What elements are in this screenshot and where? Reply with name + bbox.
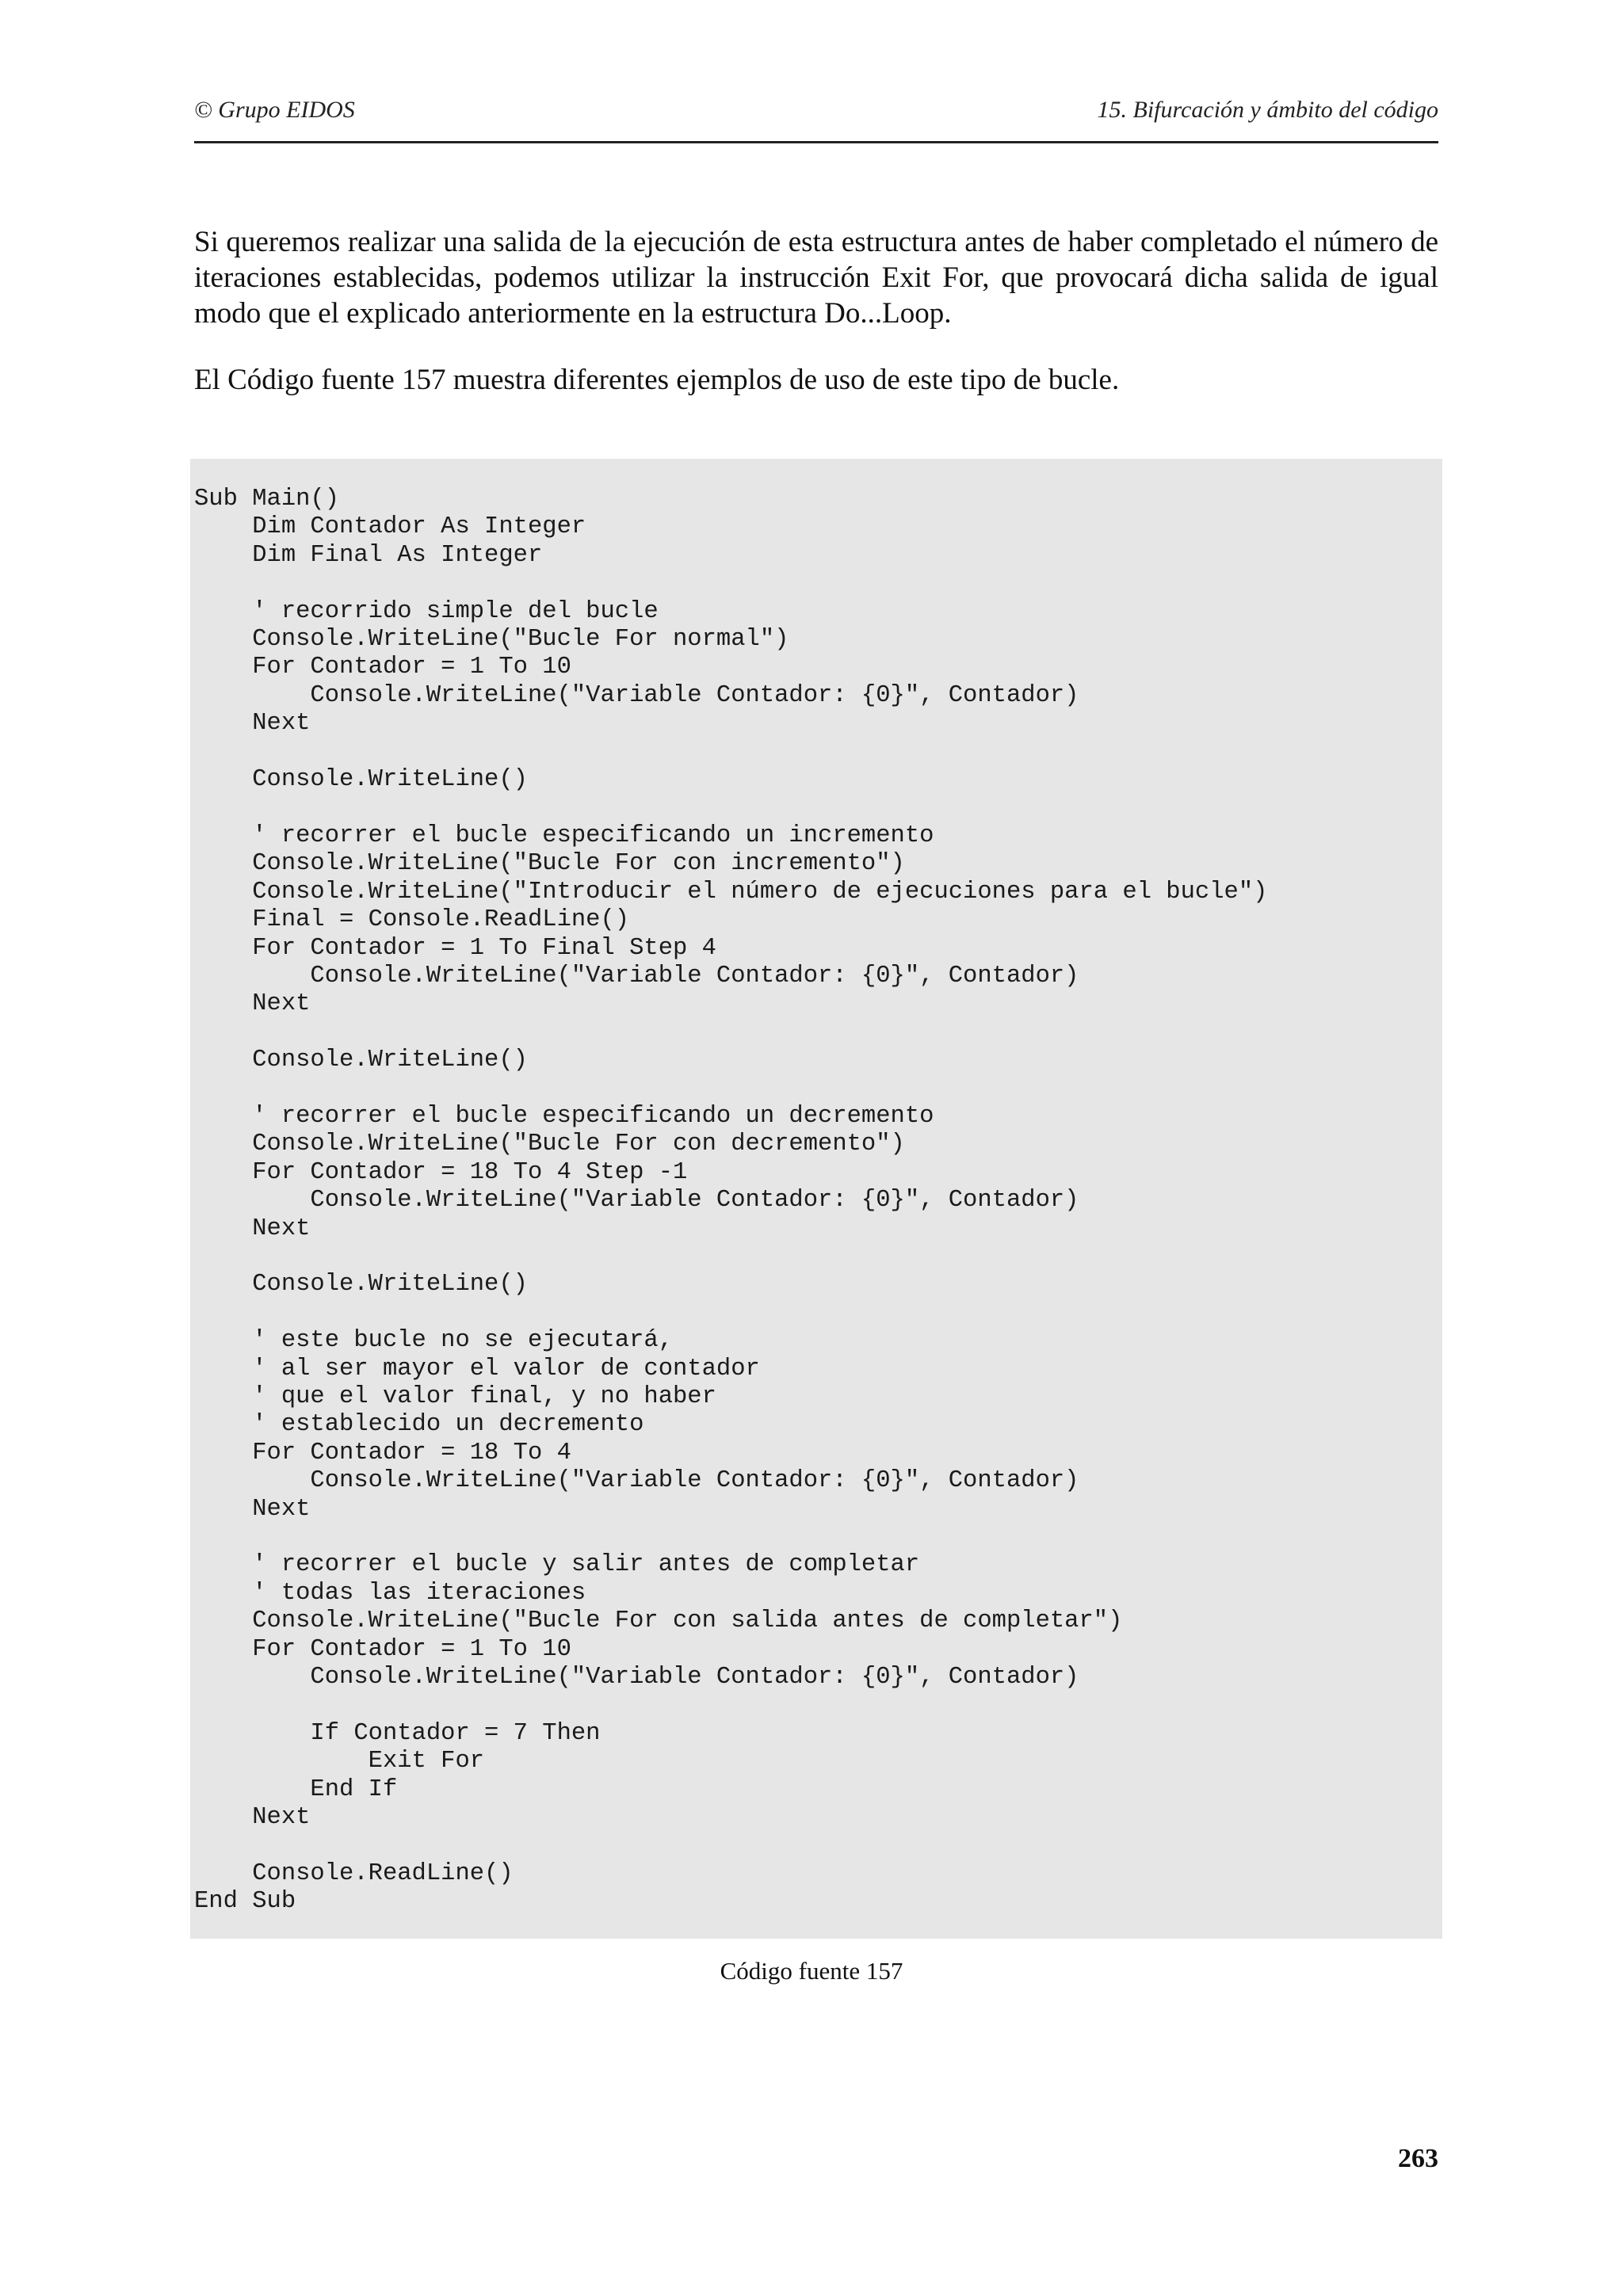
header-publisher: © Grupo EIDOS [194,97,355,123]
code-text: Sub Main() Dim Contador As Integer Dim Final As Integer ' recorrido simple del bucle Console.WriteLine("Bucle For normal") For Contador = 1 To 10 Console.WriteLine("Variable Contador: {0}", Contador) Next Console.WriteLine() ' recorrer el bucle especificando un incremento Console.WriteLine("Bucle For con incremento") Console.WriteLine("Introducir el número de ejecuciones para el bucle") Final = Console.ReadLine() For Contador = 1 To Final Step 4 Console.WriteLine("Variable Contador: {0}", Contador) Next Console.WriteLine() ' recorrer el bucle especificando un decremento Console.WriteLine("Bucle For con decremento") For Contador = 18 To 4 Step -1 Console.WriteLine("Variable Contador: {0}", Contador) Next Console.WriteLine() ' este bucle no se ejecutará, ' al ser mayor el valor de contador ' que el valor final, y no haber ' establecido un decremento For Contador = 18 To 4 Console.WriteLine("Variable Contador: {0}", Contador) Next ' recorrer el bucle y salir antes de completar ' todas las iteraciones Console.WriteLine("Bucle For con salida antes de completar") For Contador = 1 To 10 Console.WriteLine("Variable Contador: {0}", Contador) If Contador = 7 Then Exit For End If Next Console.ReadLine() End Sub [194,486,1268,1916]
body-paragraph: Si queremos realizar una salida de la ejecución de esta estructura antes de haber completado el número de iteraciones establecidas, podemos utilizar la instrucción Exit For, que provocará dicha salida de igual modo que el explicado anteriormente en la estructura Do...Loop. [194,226,1438,330]
code-listing [190,459,1442,1939]
body-paragraph: El Código fuente 157 muestra diferentes ejemplos de uso de este tipo de bucle. [194,364,1120,396]
header-chapter-title: 15. Bifurcación y ámbito del código [1097,97,1438,123]
code-caption: Código fuente 157 [720,1957,903,1985]
running-header [194,93,1438,143]
page-number: 263 [1398,2144,1438,2173]
